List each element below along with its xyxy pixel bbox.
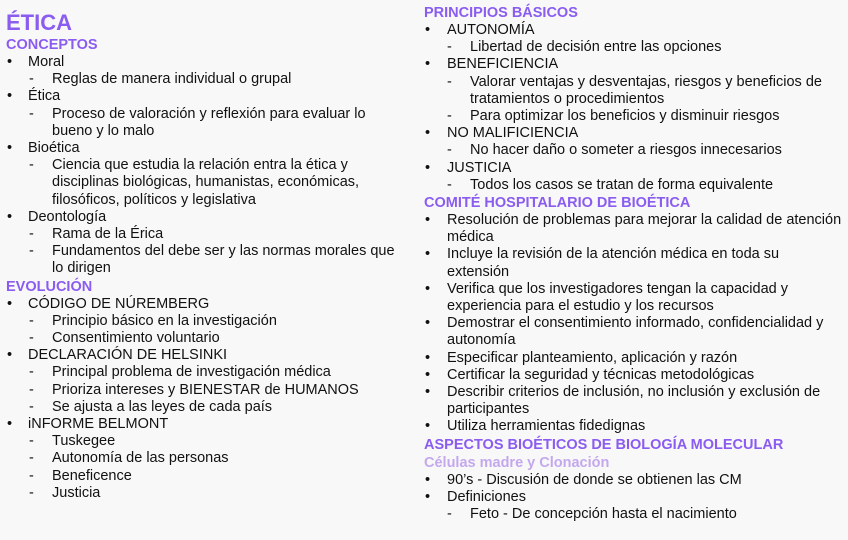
list-item: • NO MALIFICIENCIA <box>424 125 844 142</box>
list-item: • AUTONOMÍA <box>424 22 844 39</box>
sub-list-item: - Fundamentos del debe ser y las normas morales que lo dirigen <box>6 243 406 277</box>
list-item: • iNFORME BELMONT <box>6 416 406 433</box>
sub-list-item: - Se ajusta a las leyes de cada país <box>6 399 406 416</box>
principios-list <box>424 22 844 194</box>
sub-list-item: - Libertad de decisión entre las opciones <box>424 39 844 56</box>
list-item: • Demostrar el consentimiento informado, confidencialidad y autonomía <box>424 315 844 349</box>
list-item: • Certificar la seguridad y técnicas metodológicas <box>424 367 844 384</box>
list-item: • JUSTICIA <box>424 160 844 177</box>
conceptos-list <box>6 54 406 278</box>
sub-list-item: - Beneficence <box>6 468 406 485</box>
sub-list-item: - Consentimiento voluntario <box>6 330 406 347</box>
list-item: • Describir criterios de inclusión, no inclusión y exclusión de participantes <box>424 384 844 418</box>
principios-heading: PRINCIPIOS BÁSICOS <box>424 5 578 21</box>
list-item: • BENEFICIENCIA <box>424 56 844 73</box>
list-item: • 90’s - Discusión de donde se obtienen las CM <box>424 472 844 489</box>
comite-list <box>424 212 844 436</box>
list-item: • Moral <box>6 54 406 71</box>
evolucion-heading: EVOLUCIÓN <box>6 278 93 295</box>
list-item: • Ética <box>6 88 406 105</box>
sub-list-item: - Reglas de manera individual o grupal <box>6 71 406 88</box>
list-item: • CÓDIGO DE NÚREMBERG <box>6 296 406 313</box>
list-item: • DECLARACIÓN DE HELSINKI <box>6 347 406 364</box>
sub-list-item: - Para optimizar los beneficios y disminuir riesgos <box>424 108 844 125</box>
sub-list-item: - Proceso de valoración y reflexión para evaluar lo bueno y lo malo <box>6 106 406 140</box>
list-item: • Verifica que los investigadores tengan la capacidad y experiencia para el estudio y los recursos <box>424 281 844 315</box>
sub-list-item: - Todos los casos se tratan de forma equivalente <box>424 177 844 194</box>
aspectos-heading: ASPECTOS BIOÉTICOS DE BIOLOGÍA MOLECULAR <box>424 436 784 453</box>
list-item: • Utiliza herramientas fidedignas <box>424 418 844 435</box>
comite-heading: COMITÉ HOSPITALARIO DE BIOÉTICA <box>424 195 691 212</box>
list-item: • Definiciones <box>424 489 844 506</box>
evolucion-list <box>6 296 406 502</box>
list-item: • Incluye la revisión de la atención médica en toda su extensión <box>424 246 844 280</box>
sub-list-item: - Prioriza intereses y BIENESTAR de HUMANOS <box>6 382 406 399</box>
celulas-subheading: Células madre y Clonación <box>424 454 610 471</box>
celulas-list <box>424 472 844 524</box>
sub-list-item: - Rama de la Érica <box>6 226 406 243</box>
sub-list-item: - Valorar ventajas y desventajas, riesgos y beneficios de tratamientos o procedimientos <box>424 74 844 108</box>
sub-list-item: - Tuskegee <box>6 433 406 450</box>
sub-list-item: - Principal problema de investigación médica <box>6 364 406 381</box>
sub-list-item: - No hacer daño o someter a riesgos innecesarios <box>424 142 844 159</box>
right-column <box>424 4 844 523</box>
list-item: • Bioética <box>6 140 406 157</box>
sub-list-item: - Autonomía de las personas <box>6 450 406 467</box>
conceptos-heading: CONCEPTOS <box>6 37 98 53</box>
sub-list-item: - Justicia <box>6 485 406 502</box>
list-item: • Especificar planteamiento, aplicación y razón <box>424 350 844 367</box>
left-column <box>6 10 406 502</box>
page-title: ÉTICA <box>6 10 72 35</box>
list-item: • Deontología <box>6 209 406 226</box>
sub-list-item: - Ciencia que estudia la relación entra la ética y disciplinas biológicas, humanistas, económicas, filosóficos, políticos y legislativa <box>6 157 406 209</box>
sub-list-item: - Feto - De concepción hasta el nacimiento <box>424 506 844 523</box>
sub-list-item: - Principio básico en la investigación <box>6 313 406 330</box>
list-item: • Resolución de problemas para mejorar la calidad de atención médica <box>424 212 844 246</box>
